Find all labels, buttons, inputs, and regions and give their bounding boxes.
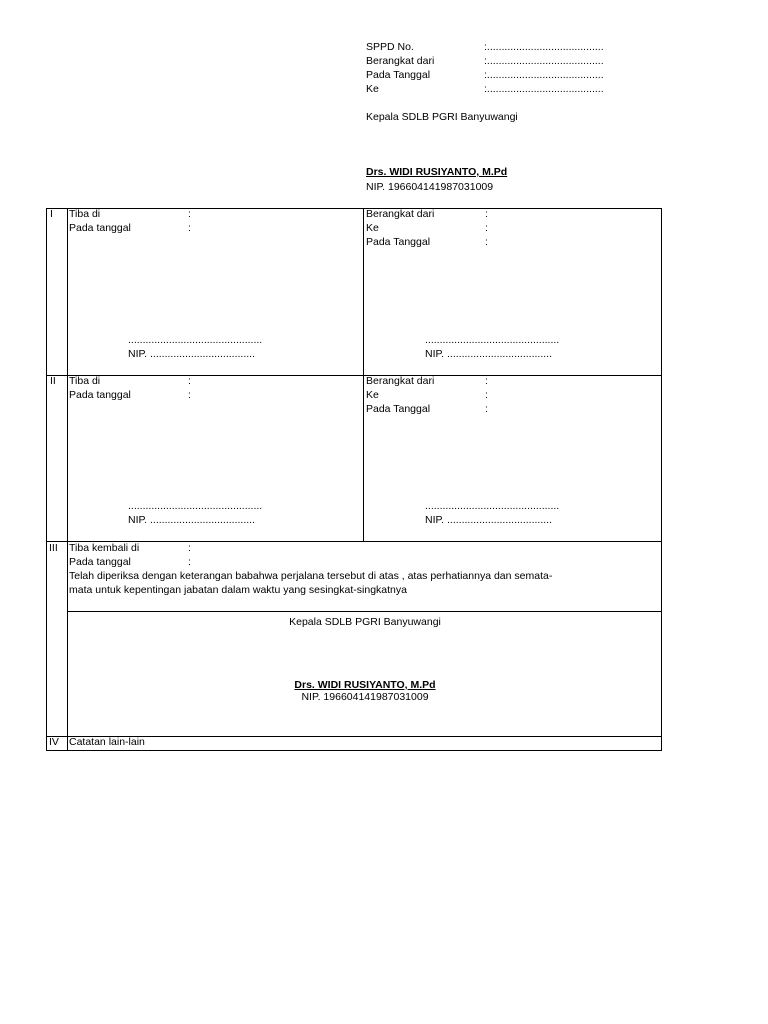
colon: : <box>188 542 191 554</box>
section-number: I <box>50 208 53 220</box>
right-colon: : <box>485 222 488 234</box>
right-nip: NIP. .................................... <box>425 514 553 526</box>
left-label-pada-tanggal: Pada tanggal <box>69 222 131 234</box>
header-signer-nip: NIP. 196604141987031009 <box>366 181 494 193</box>
left-nip: NIP. .................................... <box>128 348 256 360</box>
office-title: Kepala SDLB PGRI Banyuwangi <box>289 616 441 628</box>
separator-iii-signature <box>67 611 662 612</box>
statement-line-1: Telah diperiksa dengan keterangan babahwa perjalana tersebut di atas , atas perhatiannya dan semata- <box>69 570 553 582</box>
right-colon: : <box>485 375 488 387</box>
separator-i-ii <box>46 375 662 376</box>
right-nip: NIP. .................................... <box>425 348 553 360</box>
right-colon: : <box>485 208 488 220</box>
signer-nip: NIP. 196604141987031009 <box>301 691 429 703</box>
header-label-ke: Ke <box>366 83 379 95</box>
right-label-berangkat-dari: Berangkat dari <box>366 208 435 220</box>
right-label-ke: Ke <box>366 222 379 234</box>
right-colon: : <box>485 236 488 248</box>
colon: : <box>188 556 191 568</box>
label-pada-tanggal: Pada tanggal <box>69 556 131 568</box>
label-catatan: Catatan lain-lain <box>69 736 145 748</box>
right-label-pada-tanggal: Pada Tanggal <box>366 403 431 415</box>
right-label-ke: Ke <box>366 389 379 401</box>
right-colon: : <box>485 403 488 415</box>
left-colon: : <box>188 389 191 401</box>
left-colon: : <box>188 222 191 234</box>
left-colon: : <box>188 208 191 220</box>
right-label-pada-tanggal: Pada Tanggal <box>366 236 431 248</box>
right-signature-line: .............................................. <box>425 500 560 512</box>
header-label-sppd-no: SPPD No. <box>366 41 414 53</box>
header-label-pada-tanggal: Pada Tanggal <box>366 69 431 81</box>
table-border <box>46 208 662 751</box>
right-colon: : <box>485 389 488 401</box>
header-value-berangkat-dari: :........................................ <box>484 55 604 67</box>
header-value-ke: :........................................ <box>484 83 604 95</box>
left-label-pada-tanggal: Pada tanggal <box>69 389 131 401</box>
left-label-tiba-di: Tiba di <box>69 375 101 387</box>
signer-name: Drs. WIDI RUSIYANTO, M.Pd <box>294 679 436 691</box>
section-number: II <box>50 375 56 387</box>
right-label-berangkat-dari: Berangkat dari <box>366 375 435 387</box>
statement-line-2: mata untuk kepentingan jabatan dalam waktu yang sesingkat-singkatnya <box>69 584 407 596</box>
header-value-sppd-no: :........................................ <box>484 41 604 53</box>
right-signature-line: .............................................. <box>425 334 560 346</box>
left-colon: : <box>188 375 191 387</box>
left-nip: NIP. .................................... <box>128 514 256 526</box>
header-office: Kepala SDLB PGRI Banyuwangi <box>366 111 518 123</box>
header-label-berangkat-dari: Berangkat dari <box>366 55 435 67</box>
left-label-tiba-di: Tiba di <box>69 208 101 220</box>
section-number: III <box>49 542 58 554</box>
label-tiba-kembali-di: Tiba kembali di <box>69 542 140 554</box>
section-number: IV <box>49 736 59 748</box>
header-signer-name: Drs. WIDI RUSIYANTO, M.Pd <box>366 166 508 178</box>
header-value-pada-tanggal: :........................................ <box>484 69 604 81</box>
left-signature-line: .............................................. <box>128 500 263 512</box>
left-signature-line: .............................................. <box>128 334 263 346</box>
number-column-divider <box>67 208 68 751</box>
